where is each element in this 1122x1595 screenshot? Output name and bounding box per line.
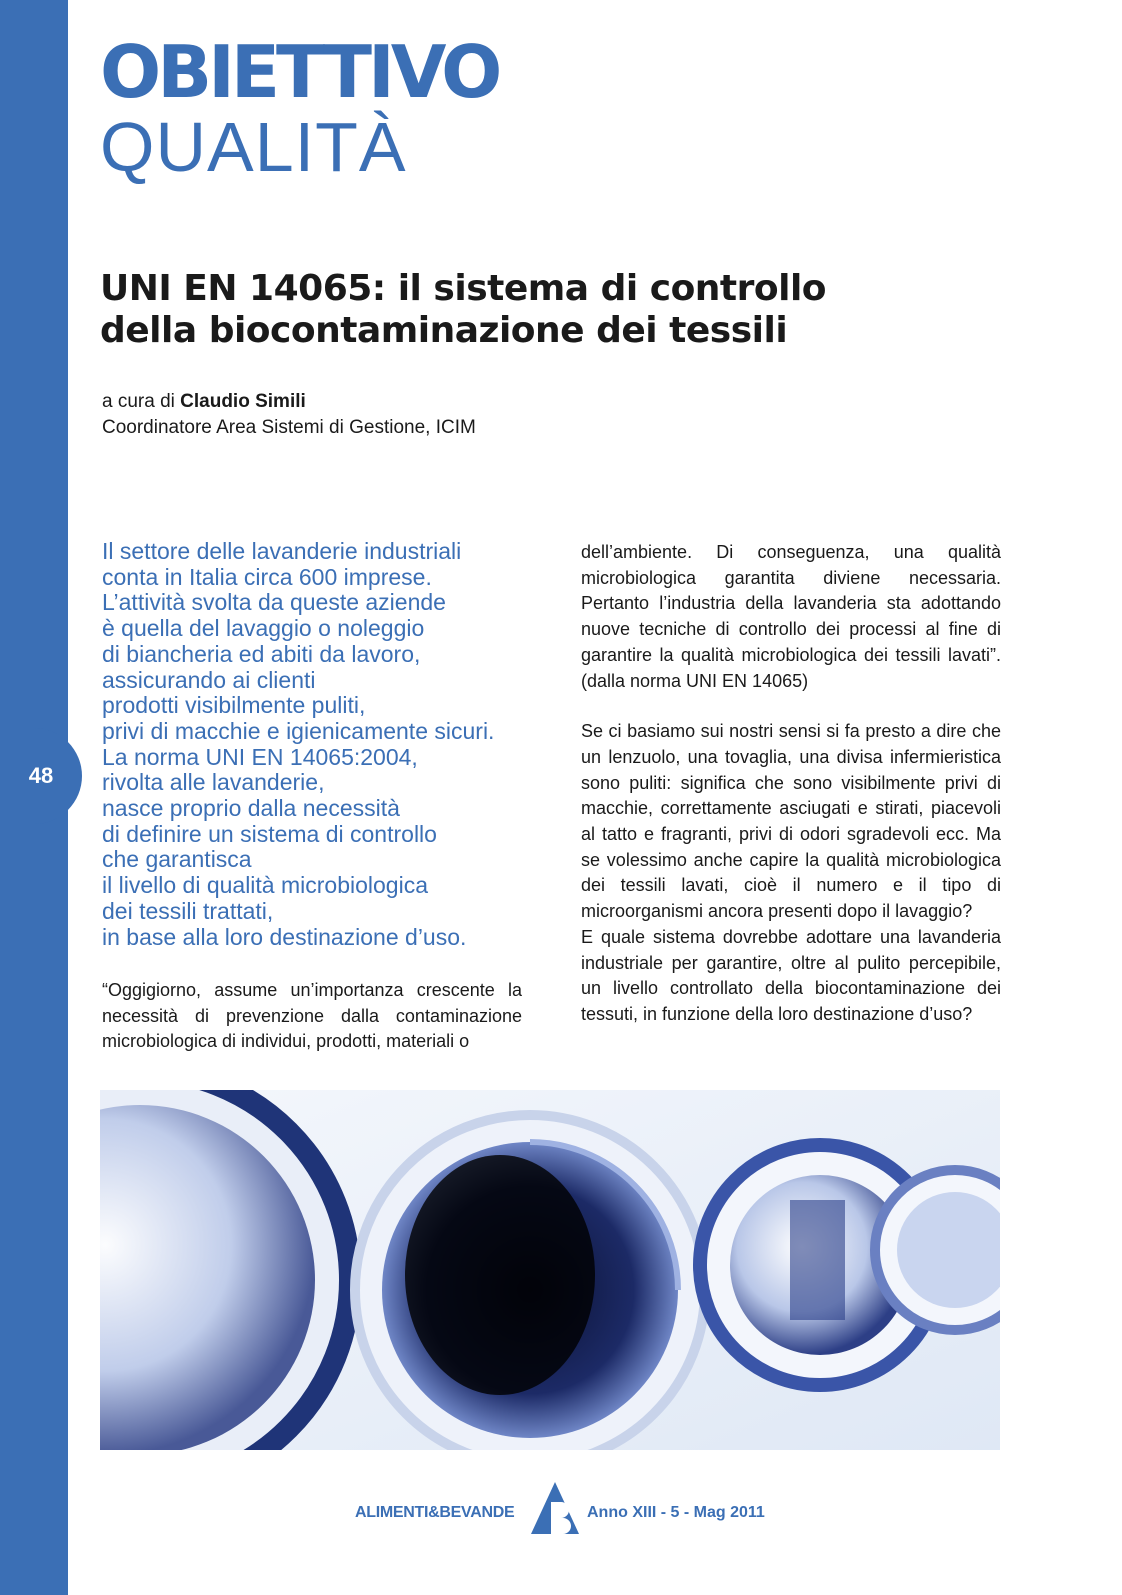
page-number: 48	[28, 763, 54, 788]
intro-line: che garantisca	[102, 846, 252, 873]
body-paragraph: Se ci basiamo sui nostri sensi si fa presto a dire che un lenzuolo, una tovaglia, una divisa infermieristica sono puliti: significa che sono visibilmente privi di macchie, correttamente asciugati e stirati, piacevoli al tatto e fragranti, privi di odori sgradevoli ecc. Ma se volessimo anche capire la qualità microbiologica dei tessili lavati, cioè il numero e il tipo di microorganismi ancora presenti dopo il lavaggio?	[581, 721, 1001, 922]
body-paragraph: “Oggigiorno, assume un’importanza crescente la necessità di prevenzione dalla contaminazione microbiologica di individui, prodotti, materiali o	[102, 980, 522, 1052]
intro-line: assicurando ai clienti	[102, 666, 316, 693]
washing-machines-photo	[100, 1090, 1000, 1450]
issue-info: Anno XIII - 5 - Mag 2011	[587, 1504, 765, 1521]
article-title	[100, 268, 1000, 352]
intro-line: privi di macchie e igienicamente sicuri.	[102, 717, 495, 744]
intro-line: prodotti visibilmente puliti,	[102, 692, 366, 719]
intro-line: di definire un sistema di controllo	[102, 820, 437, 847]
intro-line: il livello di qualità microbiologica	[102, 872, 428, 899]
byline	[102, 389, 476, 441]
intro-line: La norma UNI EN 14065:2004,	[102, 743, 418, 770]
body-paragraph: dell’ambiente. Di conseguenza, una qualità microbiologica garantita diviene necessaria. Pertanto l’industria della lavanderia sta adottando nuove tecniche di controllo dei processi al fine di garantire la qualità microbiologica dei tessili lavati”. (dalla norma UNI EN 14065)	[581, 542, 1001, 691]
page-number-tab	[0, 728, 82, 824]
intro-line: in base alla loro destinazione d’uso.	[102, 923, 467, 950]
intro-line: nasce proprio dalla necessità	[102, 795, 400, 822]
intro-line: conta in Italia circa 600 imprese.	[102, 563, 432, 590]
body-column-left	[102, 978, 522, 1055]
intro-line: è quella del lavaggio o noleggio	[102, 615, 425, 642]
intro-line: rivolta alle lavanderie,	[102, 769, 325, 796]
intro-line: Il settore delle lavanderie industriali	[102, 538, 462, 564]
page-footer	[355, 1480, 785, 1540]
body-column-right	[581, 540, 1001, 1028]
byline-prefix: a cura di	[102, 391, 181, 412]
intro-standfirst	[102, 539, 542, 950]
author-name: Claudio Simili	[180, 391, 306, 412]
intro-line: di biancheria ed abiti da lavoro,	[102, 640, 421, 667]
section-title-primary: OBIETTIVO	[100, 30, 499, 114]
section-title-secondary: QUALITÀ	[100, 108, 407, 186]
body-paragraph: E quale sistema dovrebbe adottare una lavanderia industriale per garantire, oltre al pulito percepibile, un livello controllato della biocontaminazione dei tessuti, in funzione della loro destinazione d’uso?	[581, 926, 1001, 1024]
washing-machines-illustration	[100, 1090, 1000, 1450]
article-title-line: UNI EN 14065: il sistema di controllo	[100, 268, 827, 309]
author-role: Coordinatore Area Sistemi di Gestione, ICIM	[102, 417, 476, 438]
intro-line: L’attività svolta da queste aziende	[102, 589, 446, 616]
intro-line: dei tessili trattati,	[102, 897, 274, 924]
article-title-line: della biocontaminazione dei tessili	[100, 310, 788, 351]
magazine-name: ALIMENTI&BEVANDE	[355, 1504, 515, 1521]
magazine-logo-icon	[527, 1480, 583, 1536]
